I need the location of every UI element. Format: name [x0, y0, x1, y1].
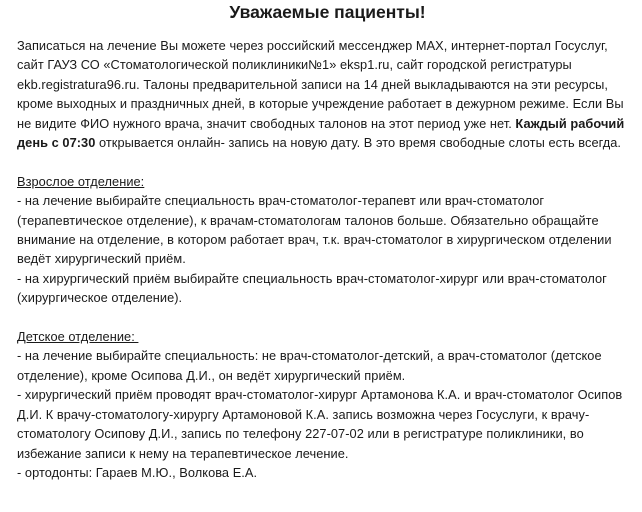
adult-item-surgery: - на хирургический приём выбирайте специальность врач-стоматолог-хирург или врач-стоматолог (хирургическое отделение).: [17, 270, 607, 306]
adult-item-therapy: - на лечение выбирайте специальность врач-стоматолог-терапевт или врач-стоматолог (терапевтическое отделение), к врачам-стоматологам талонов больше. Обязательно обращайте внимание на отделение, в котором работает врач, т.к. врач-стоматолог в хирургическом отделении ведёт хирургический приём.: [17, 193, 612, 267]
intro-paragraph: [17, 36, 632, 152]
intro-text-1: Записаться на лечение Вы можете через российский мессенджер МАХ, интернет-портал Госуслуг, сайт ГАУЗ СО «Стоматологической поликлиники№1» eksp1.ru, сайт городской регистратуры ekb.registratura96.ru. Талоны предварительной записи на 14 дней выкладываются на эти ресурсы, кроме выходных и праздничных дней, в которые учреждение работает в дежурном режиме. Если Вы не видите ФИО нужного врача, значит свободных талонов на этот период уже нет.: [17, 38, 624, 131]
children-section: [17, 327, 632, 482]
notice-page: [0, 1, 642, 512]
adult-heading: Взрослое отделение:: [17, 173, 145, 189]
intro-bold-text: Каждый рабочий день с 07:30: [17, 115, 625, 151]
children-item-surgery: - хирургический приём проводят врач-стоматолог-хирург Артамонова К.А. и врач-стоматолог Осипов Д.И. К врачу-стоматологу-хирургу Артамоновой К.А. запись возможна через Госуслуги, к врачу-стоматологу Осипову Д.И., запись по телефону 227-07-02 или в регистратуре поликлиники, во избежание записи к нему на терапевтическое лечение.: [17, 387, 623, 461]
page-title: Уважаемые пациенты!: [229, 2, 426, 22]
children-item-therapy: - на лечение выбирайте специальность: не врач-стоматолог-детский, а врач-стоматолог (детское отделение), кроме Осипова Д.И., он ведёт хирургический приём.: [17, 348, 602, 383]
children-item-orthodontists: - ортодонты: Гараев М.Ю., Волкова Е.А.: [17, 464, 258, 480]
adult-section: [17, 172, 632, 308]
children-heading: Детское отделение:: [17, 329, 139, 345]
intro-text-2: открывается онлайн- запись на новую дату. В это время свободные слоты есть всегда.: [95, 135, 622, 151]
